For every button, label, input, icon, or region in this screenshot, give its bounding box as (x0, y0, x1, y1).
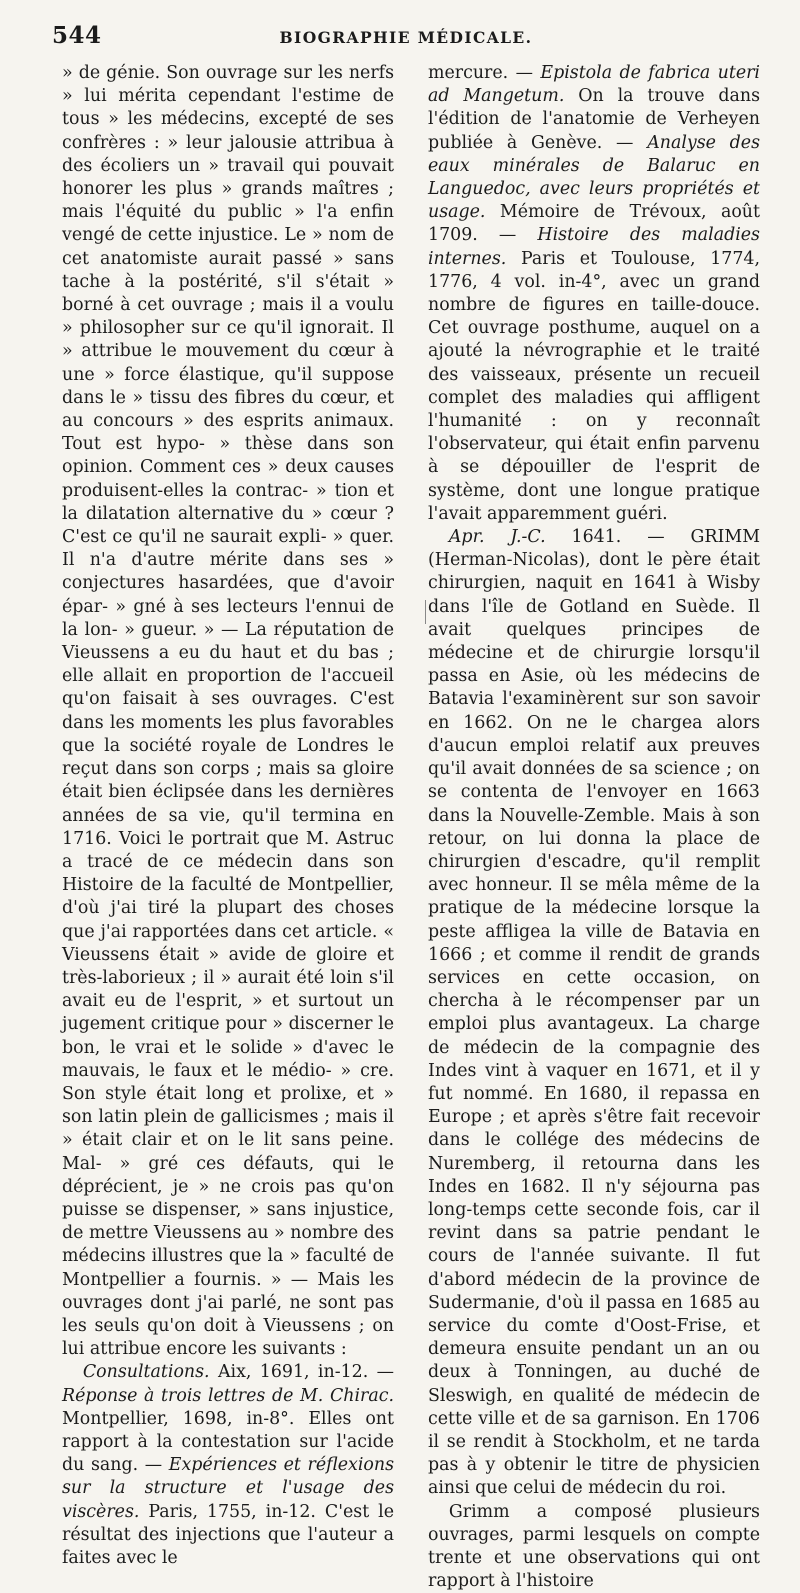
work-details: Paris, 1755, in-12. C'est le résultat des injections que l'auteur a faites avec le (62, 1501, 394, 1568)
work-title: Histoire des maladies internes. (428, 225, 760, 269)
work-title: Analyse des eaux minérales de Balaruc en Languedoc, avec leurs propriétés et usage. (428, 132, 760, 223)
work-details: mercure. — (428, 63, 533, 83)
work-title: Consultations. (82, 1362, 210, 1383)
page-number: 544 (52, 22, 102, 49)
page-header (52, 22, 760, 52)
vieussens-paragraph: » de génie. Son ouvrage sur les nerfs » lui mérita cependant l'estime de tous » les médecins, excepté de ses confrères : » leur jalousie attribua à des écoliers un » travail qui pouvait honorer les plus » grands maîtres ; mais l'équité du public » l'a enfin vengé de cette injustice. Le » nom de cet anatomiste aurait passé » sans tache à la postérité, s'il s'était » borné à cet ouvrage ; mais il a voulu » philosopher sur ce qu'il ignorait. Il » attribue le mouvement du cœur à une » force élastique, qu'il suppose dans le » tissu des fibres du cœur, et au concours » des esprits animaux. Tout est hypo- » thèse dans son opinion. Comment ces » deux causes produisent-elles la contrac- » tion et la dilatation alternative du » cœur ? C'est ce qu'il ne saurait expli- » quer. Il n'a d'autre mérite dans ses » conjectures hasardées, que d'avoir épar- » gné à ses lecteurs l'ennui de la lon- » gueur. » — La réputation de Vieussens a eu du haut et du bas ; elle allait en proportion de l'accueil qu'on faisait à ses ouvrages. C'est dans les moments les plus favorables que la société royale de Londres le reçut dans son corps ; mais sa gloire était bien éclipsée dans les dernières années de sa vie, qu'il termina en 1716. Voici le portrait que M. Astruc a tracé de ce médecin dans son Histoire de la faculté de Montpellier, d'où j'ai tiré la plupart des choses que j'ai rapportées dans cet article. « Vieussens était » avide de gloire et très-laborieux ; il » aurait été loin s'il avait eu de l'esprit, » et surtout un jugement critique pour » discerner le bon, le vrai et le solide » d'avec le mauvais, le faux et le médio- » cre. Son style était long et prolixe, et » son latin plein de gallicismes ; mais il » était clair et on le lit sans peine. Mal- » gré ces défauts, qui le déprécient, je » ne crois pas qu'on puisse se dispenser, » sans injustice, de mettre Vieussens au » nombre des médecins illustres que la » faculté de Montpellier a fournis. » — Mais les ouvrages dont j'ai parlé, ne sont pas les seuls qu'on doit à Vieussens ; on lui attribue encore les suivants : (62, 63, 394, 1360)
vieussens-works-continued (428, 62, 760, 526)
running-head: BIOGRAPHIE MÉDICALE. (279, 28, 533, 47)
era-abbreviation: Apr. J.-C. (448, 527, 546, 548)
right-column (428, 62, 760, 1592)
grimm-entry (428, 526, 760, 1501)
text-columns (62, 62, 760, 1592)
work-title: Epistola de fabrica uteri ad Mangetum. (428, 63, 760, 107)
work-title: Expériences et réflexions sur la structure et l'usage des viscères. (62, 1455, 395, 1522)
work-title: Réponse à trois lettres de M. Chirac. (62, 1385, 394, 1406)
work-details: Montpellier, 1698, in-8°. Elles ont rapport à la contestation sur l'acide du sang. — (62, 1408, 394, 1476)
work-details: Aix, 1691, in-12. — (209, 1362, 394, 1383)
column-divider-mark (425, 600, 426, 624)
grimm-works-paragraph: Grimm a composé plusieurs ouvrages, parmi lesquels on compte trente et une observations qui ont rapport à l'histoire (428, 1501, 760, 1592)
left-column (62, 62, 395, 1568)
vieussens-works-paragraph (62, 1361, 394, 1570)
work-details: Paris et Toulouse, 1774, 1776, 4 vol. in-4°, avec un grand nombre de figures en taille-douce. Cet ouvrage posthume, auquel on a ajouté la névrographie et le traité des vaisseaux, présente un recueil complet des maladies qui affligent l'humanité : on y reconnaît l'observateur, qui était enfin parvenu à se dépouiller de l'esprit de système, dont une longue pratique l'avait apparemment guéri. (428, 248, 760, 524)
work-details: On la trouve dans l'édition de l'anatomie de Verheyen publiée à Genève. — (428, 86, 760, 153)
grimm-biography: 1641. — GRIMM (Herman-Nicolas), dont le père était chirurgien, naquit en 1641 à Wisby dans l'île de Gotland en Suède. Il avait quelques principes de médecine et de chirurgie lorsqu'il passa en Asie, où les médecins de Batavia l'examinèrent sur son savoir en 1662. On ne le chargea alors d'aucun emploi relatif aux preuves qu'il avait données de sa science ; on se contenta de l'envoyer en 1663 dans la Nouvelle-Zemble. Mais à son retour, on lui donna la place de chirurgien d'escadre, qu'il remplit avec honneur. Il se mêla même de la pratique de la médecine lorsque la peste affligea la ville de Batavia en 1666 ; et comme il rendit de grands services en cette occasion, on chercha à le récompenser par un emploi plus avantageux. La charge de médecin de la compagnie des Indes vint à vaquer en 1671, et il y fut nommé. En 1680, il repassa en Europe ; et après s'être fait recevoir dans le collége des médecins de Nuremberg, il retourna dans les Indes en 1682. Il n'y séjourna pas long-temps cette seconde fois, car il revint dans sa patrie pendant le cours de l'année suivante. Il fut d'abord médecin de la province de Sudermanie, d'où il passa en 1685 au service du comte d'Oost-Frise, et demeura ensuite pendant un an ou deux à Tonningen, au duché de Sleswigh, en qualité de médecin de cette ville et de sa garnison. En 1706 il se rendit à Stockholm, et ne tarda pas à y obtenir le titre de physicien ainsi que celui de médecin du roi. (428, 527, 760, 1499)
work-details: Mémoire de Trévoux, août 1709. — (428, 202, 760, 246)
